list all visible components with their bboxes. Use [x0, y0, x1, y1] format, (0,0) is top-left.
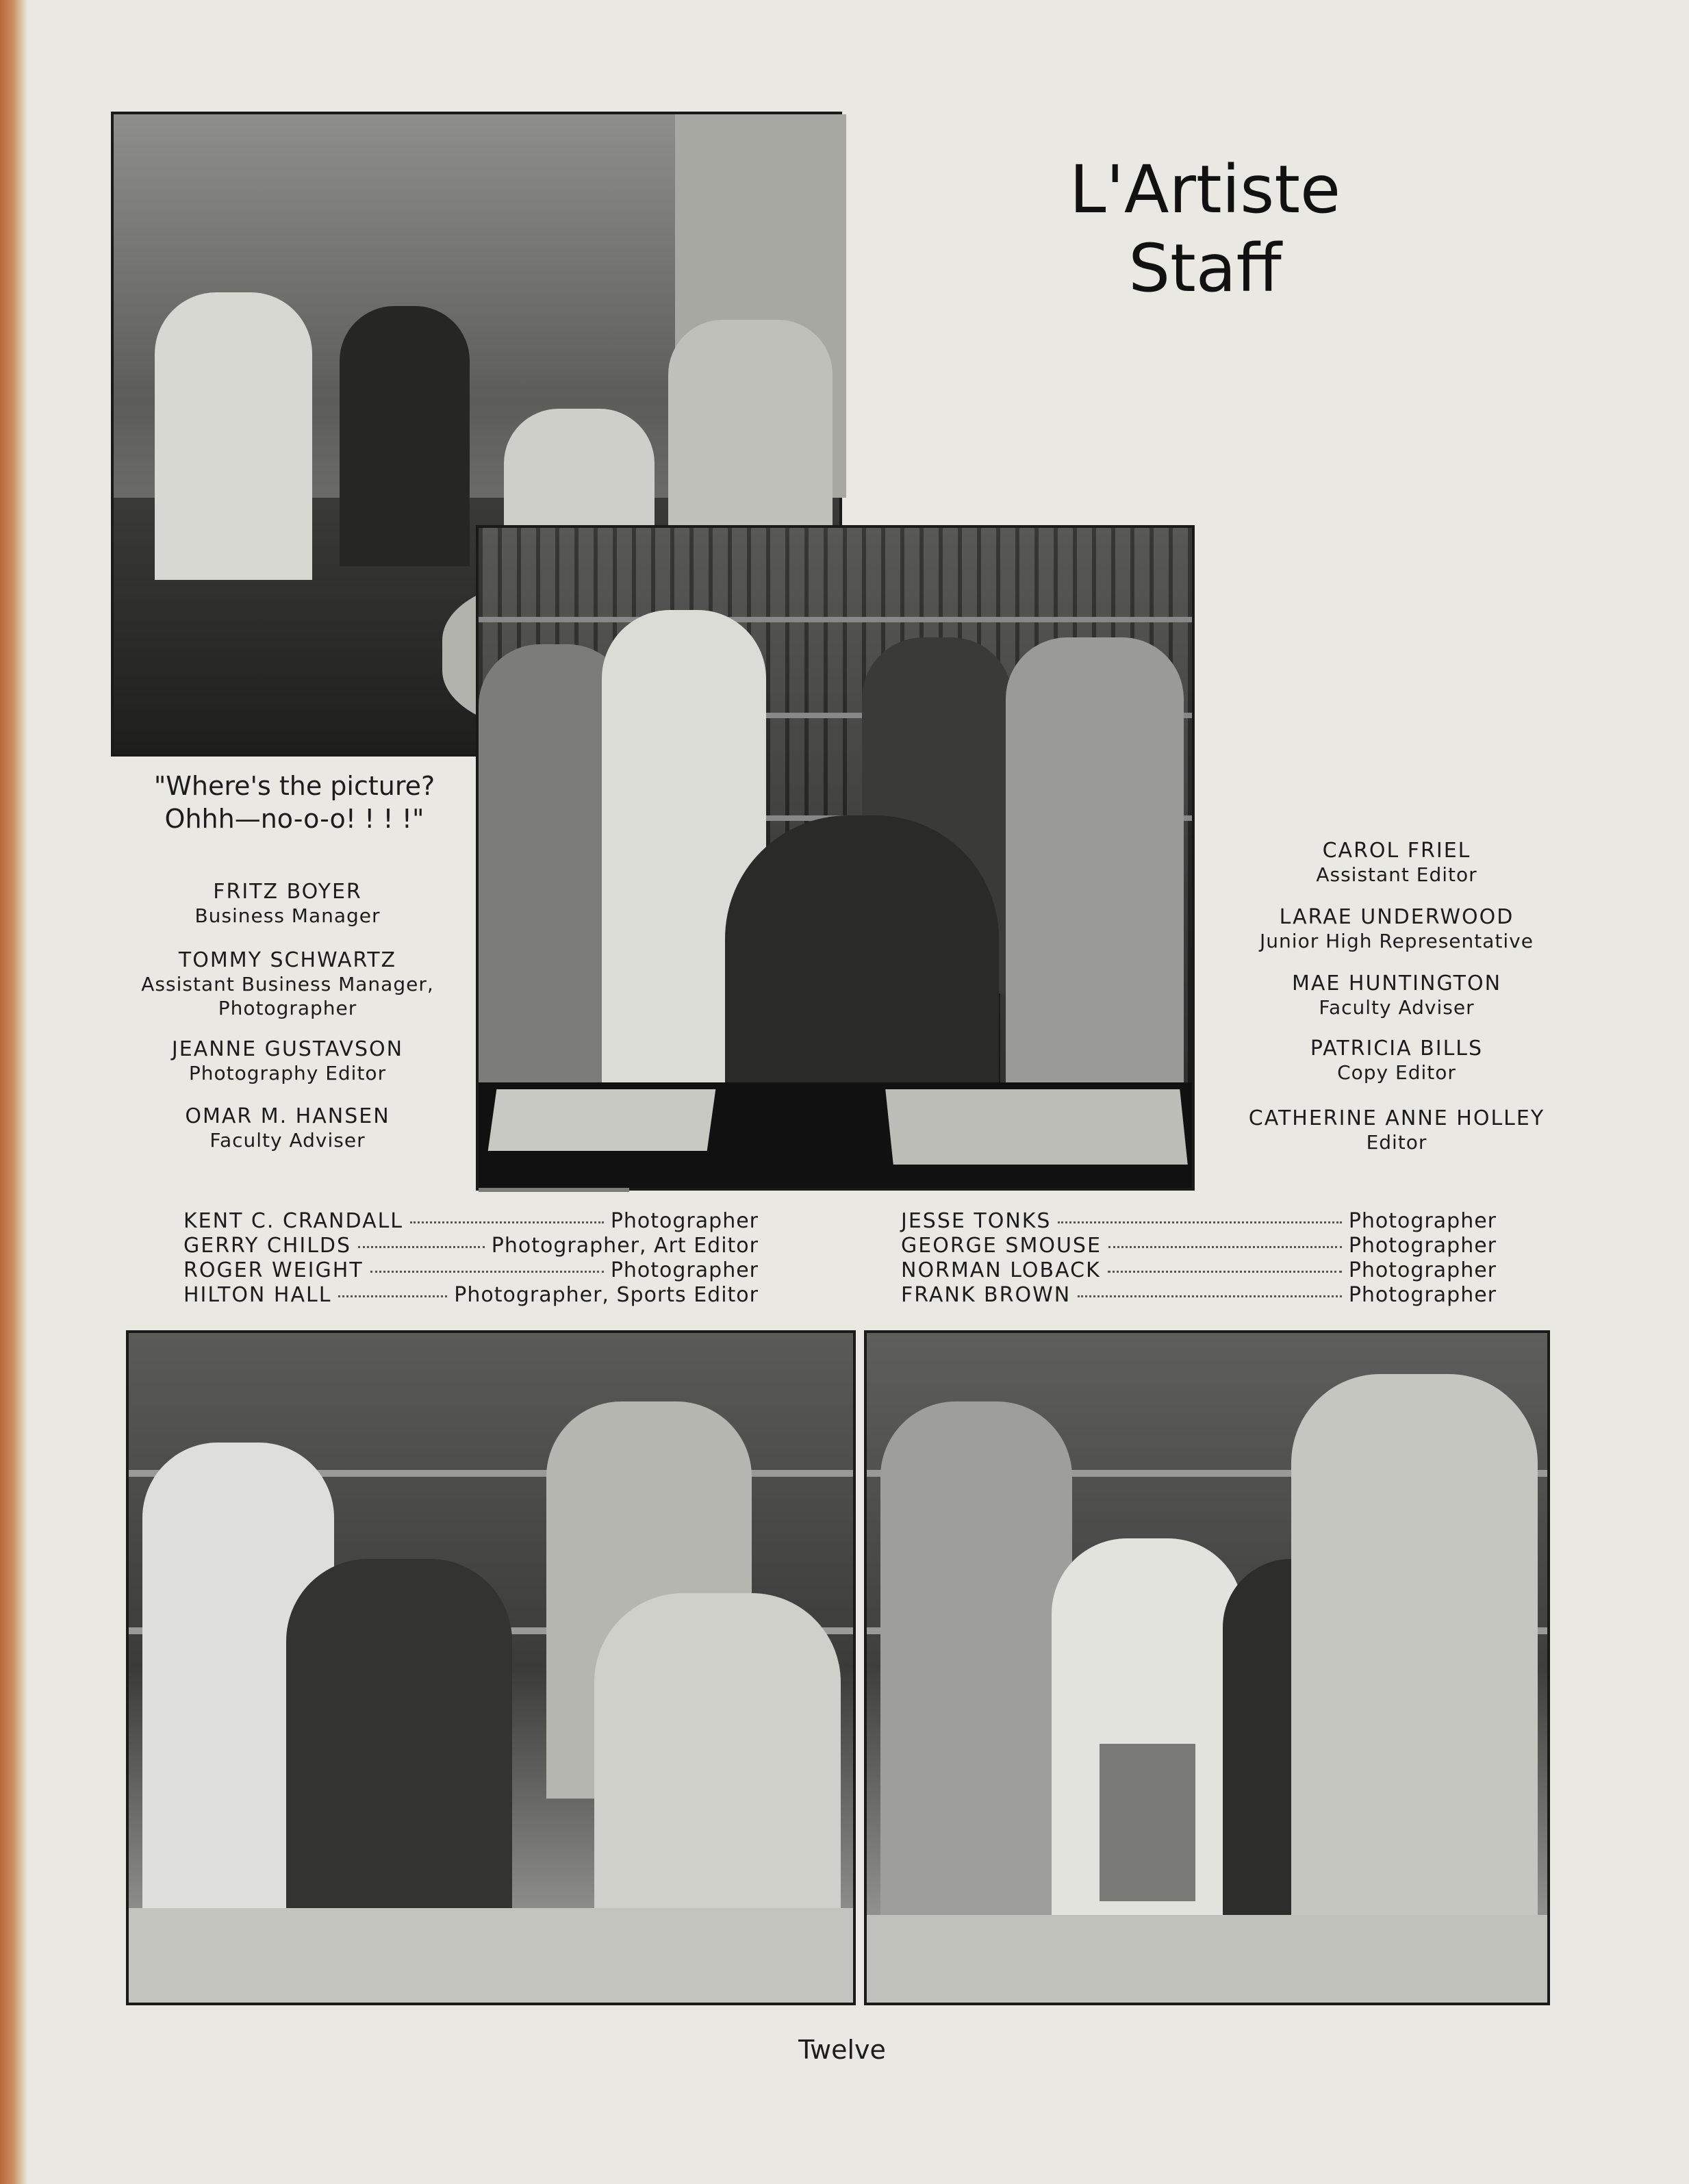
credit-name: OMAR M. HANSEN	[185, 1104, 390, 1128]
credit-patricia-bills	[1219, 1037, 1575, 1084]
roster-name: ROGER WEIGHT	[183, 1258, 364, 1282]
photo-photographers-camera	[126, 1330, 856, 2005]
credit-catherine-holley	[1219, 1106, 1575, 1154]
credit-name: CAROL FRIEL	[1322, 839, 1471, 863]
roster-role: Photographer	[1348, 1258, 1497, 1282]
credit-name: MAE HUNTINGTON	[1291, 972, 1502, 995]
photo-photographers-cans	[864, 1330, 1550, 2005]
credit-role: Editor	[1366, 1131, 1427, 1154]
roster-row	[183, 1209, 759, 1234]
leader-dots	[338, 1295, 447, 1297]
credit-role: Faculty Adviser	[1319, 996, 1475, 1019]
credit-role: Photography Editor	[188, 1062, 387, 1084]
credit-role: Assistant Editor	[1316, 863, 1477, 886]
leader-dots	[1108, 1246, 1342, 1248]
credit-name: TOMMY SCHWARTZ	[178, 948, 397, 972]
credit-role: Junior High Representative	[1260, 930, 1534, 952]
roster-role: Photographer, Sports Editor	[454, 1283, 759, 1307]
roster-role: Photographer	[610, 1258, 759, 1282]
roster-name: JESSE TONKS	[901, 1209, 1052, 1233]
credit-role: Business Manager	[194, 904, 381, 927]
credit-name: JEANNE GUSTAVSON	[171, 1037, 404, 1061]
roster-name: NORMAN LOBACK	[901, 1258, 1101, 1282]
credit-name: PATRICIA BILLS	[1310, 1037, 1484, 1061]
page-number: Twelve	[798, 2035, 886, 2065]
caption-line-1: "Where's the picture?	[153, 771, 435, 801]
leader-dots	[1078, 1295, 1342, 1297]
roster-name: GERRY CHILDS	[183, 1234, 352, 1258]
credit-role: Copy Editor	[1337, 1061, 1456, 1084]
caption-line-2: Ohhh—no-o-o! ! ! !"	[164, 803, 424, 834]
leader-dots	[370, 1271, 604, 1273]
roster-name: HILTON HALL	[183, 1283, 332, 1307]
roster-row	[901, 1283, 1497, 1308]
credit-name: CATHERINE ANNE HOLLEY	[1248, 1106, 1545, 1130]
roster-row	[183, 1283, 759, 1308]
credit-omar-hansen	[123, 1104, 452, 1152]
credit-fritz-boyer	[137, 880, 438, 928]
leader-dots	[1108, 1271, 1342, 1273]
credit-role-2: Photographer	[218, 997, 357, 1019]
page-edge	[0, 0, 27, 2184]
leader-dots	[1058, 1221, 1341, 1223]
roster-name: FRANK BROWN	[901, 1283, 1071, 1307]
credit-role: Faculty Adviser	[209, 1129, 366, 1152]
page-title	[1027, 151, 1383, 308]
roster-role: Photographer	[1348, 1234, 1497, 1258]
leader-dots	[358, 1246, 485, 1248]
photo-caption	[116, 770, 472, 835]
roster-name: KENT C. CRANDALL	[183, 1209, 404, 1233]
roster-row	[901, 1234, 1497, 1258]
credit-name: LARAE UNDERWOOD	[1279, 905, 1514, 929]
roster-row	[901, 1209, 1497, 1234]
credit-larae-underwood	[1219, 905, 1575, 953]
credit-name: FRITZ BOYER	[213, 880, 362, 904]
roster-row	[901, 1258, 1497, 1283]
title-line-2: Staff	[1128, 230, 1282, 307]
credit-role: Assistant Business Manager,	[141, 973, 434, 995]
credit-jeanne-gustavson	[123, 1037, 452, 1085]
roster-role: Photographer, Art Editor	[491, 1234, 759, 1258]
credit-carol-friel	[1219, 839, 1575, 887]
roster-role: Photographer	[1348, 1209, 1497, 1233]
roster-name: GEORGE SMOUSE	[901, 1234, 1102, 1258]
roster-role: Photographer	[1348, 1283, 1497, 1307]
roster-row	[183, 1234, 759, 1258]
roster-role: Photographer	[610, 1209, 759, 1233]
roster-row	[183, 1258, 759, 1283]
credit-tommy-schwartz	[110, 948, 466, 1020]
credit-mae-huntington	[1219, 972, 1575, 1019]
photo-library-editors	[476, 525, 1195, 1191]
roster-left	[183, 1209, 759, 1308]
title-line-1: L'Artiste	[1069, 151, 1341, 228]
roster-right	[901, 1209, 1497, 1308]
leader-dots	[410, 1221, 604, 1223]
